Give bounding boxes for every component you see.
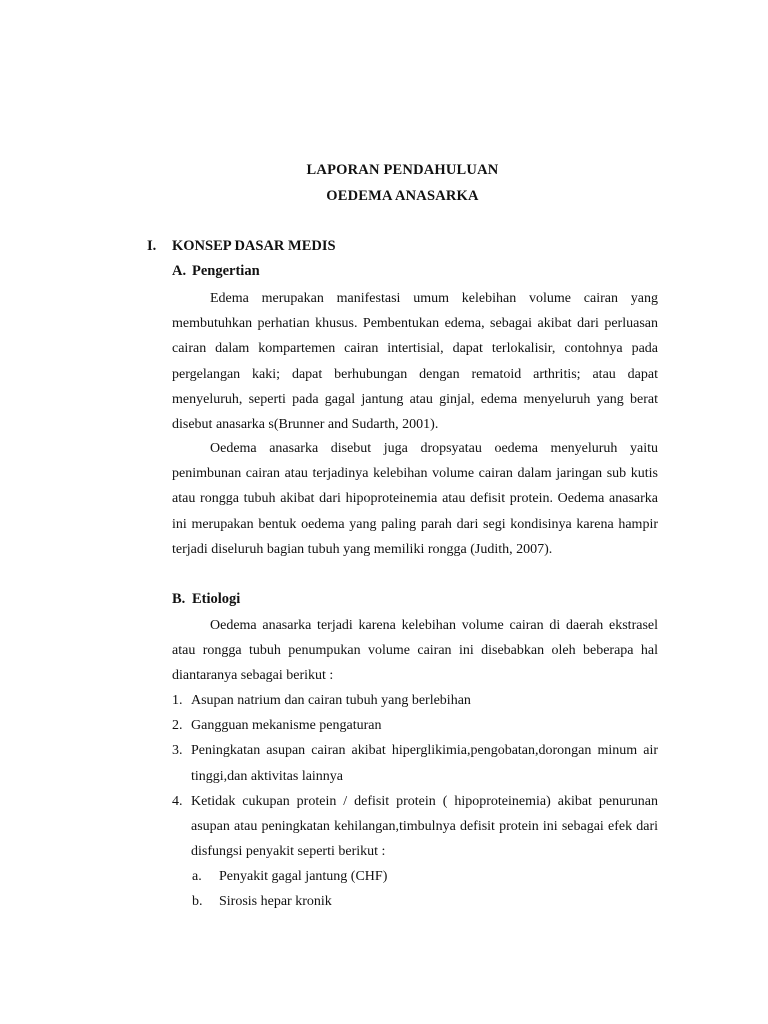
list-item-text: Peningkatan asupan cairan akibat hiperglikimia,pengobatan,dorongan minum air tinggi,dan aktivitas lainnya — [191, 743, 658, 784]
etiology-list — [172, 688, 658, 864]
sublist-item-letter: b. — [192, 894, 203, 910]
list-item-number: 1. — [172, 693, 183, 708]
subsection-heading-etiologi — [172, 591, 240, 608]
list-item — [172, 688, 658, 713]
list-item-text: Gangguan mekanisme pengaturan — [191, 718, 382, 734]
list-item-number: 2. — [172, 718, 183, 734]
paragraph-pengertian-1: Edema merupakan manifestasi umum kelebihan volume cairan yang membutuhkan perhatian khusus. Pembentukan edema, sebagai akibat dari perluasan cairan dalam kompartemen cairan intertisial, dapat terlokalisir, contohnya pada pergelangan kaki; dapat berhubungan dengan rematoid arthritis; atau dapat menyeluruh, seperti pada gagal jantung atau ginjal, edema menyeluruh yang berat disebut anasarka s(Brunner and Sudarth, 2001). — [172, 291, 658, 433]
subsection-heading-text: Etiologi — [192, 591, 241, 607]
disease-sublist — [192, 864, 658, 914]
section-heading-text: KONSEP DASAR MEDIS — [172, 238, 336, 254]
sublist-item-text: Sirosis hepar kronik — [219, 894, 332, 910]
paragraph-pengertian-2: Oedema anasarka disebut juga dropsyatau oedema menyeluruh yaitu penimbunan cairan atau terjadinya kelebihan volume cairan dalam jaringan sub kutis atau rongga tubuh akibat dari hipoproteinemia atau defisit protein. Oedema anasarka ini merupakan bentuk oedema yang paling parah dari segi kondisinya karena hampir terjadi diseluruh bagian tubuh yang memiliki rongga (Judith, 2007). — [172, 441, 658, 557]
sublist-item — [192, 864, 658, 889]
subsection-number: A. — [172, 263, 187, 279]
subsection-heading-text: Pengertian — [192, 263, 260, 279]
list-item-number: 3. — [172, 743, 183, 759]
list-item — [172, 789, 658, 865]
section-heading — [147, 238, 336, 255]
sublist-item-letter: a. — [192, 869, 202, 884]
list-item — [172, 713, 658, 738]
list-item — [172, 738, 658, 788]
paragraph-etiologi: Oedema anasarka terjadi karena kelebihan volume cairan di daerah ekstrasel atau rongga tubuh penumpukan volume cairan ini disebabkan oleh beberapa hal diantaranya sebagai berikut : — [172, 618, 658, 684]
document-title: LAPORAN PENDAHULUAN — [306, 162, 499, 178]
section-number: I. — [147, 238, 157, 254]
sublist-item — [192, 889, 658, 914]
list-item-number: 4. — [172, 793, 183, 809]
subsection-heading-pengertian — [172, 263, 260, 280]
list-item-text: Ketidak cukupan protein / defisit protein ( hipoproteinemia) akibat penurunan asupan atau peningkatan kehilangan,timbulnya defisit protein ini sebagai efek dari disfungsi penyakit seperti berikut : — [191, 793, 658, 860]
subsection-number: B. — [172, 591, 186, 607]
document-subtitle: OEDEMA ANASARKA — [326, 188, 479, 204]
sublist-item-text: Penyakit gagal jantung (CHF) — [219, 869, 388, 884]
list-item-text: Asupan natrium dan cairan tubuh yang berlebihan — [191, 693, 471, 708]
